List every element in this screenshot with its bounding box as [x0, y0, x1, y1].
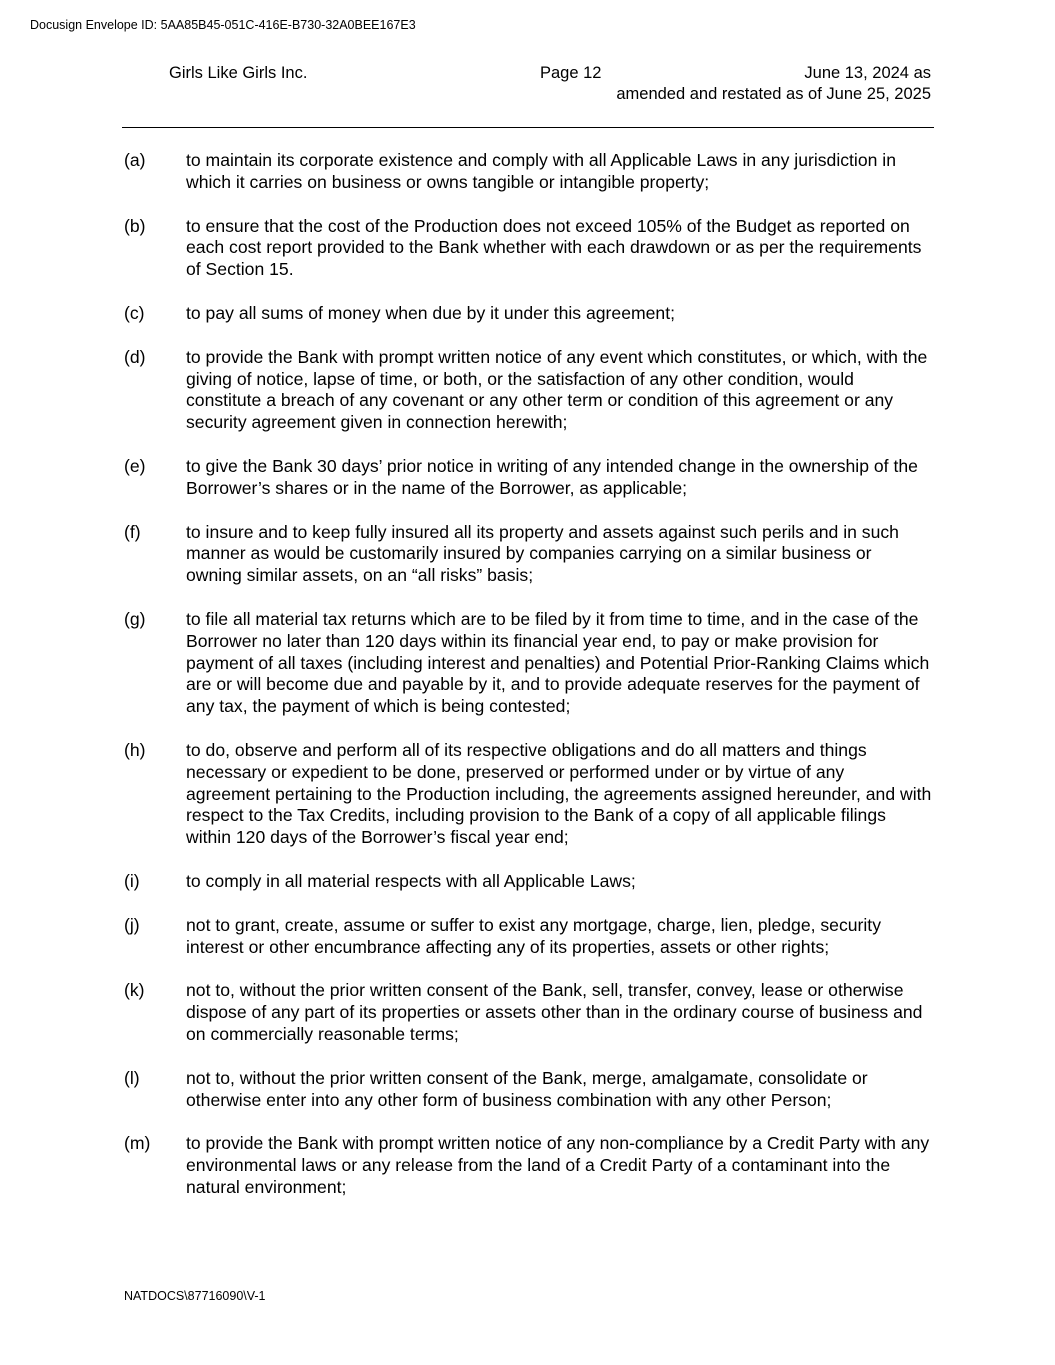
- clause-c: [124, 303, 932, 325]
- clause-m: [124, 1133, 932, 1198]
- header-company: Girls Like Girls Inc.: [169, 64, 308, 82]
- clause-text: to comply in all material respects with all Applicable Laws;: [186, 870, 636, 891]
- clause-label: (c): [124, 302, 145, 323]
- header-date: [616, 63, 931, 105]
- clause-text: to insure and to keep fully insured all its property and assets against such perils and in such manner as would be customarily insured by companies carrying on a similar business or owning similar assets, on an “all risks” basis;: [186, 521, 899, 586]
- header-date-line-1: June 13, 2024 as: [804, 64, 931, 82]
- clause-text: not to, without the prior written consent of the Bank, merge, amalgamate, consolidate or otherwise enter into any other form of business combination with any other Person;: [186, 1067, 868, 1110]
- clause-text: to file all material tax returns which are to be filed by it from time to time, and in the case of the Borrower no later than 120 days within its financial year end, to pay or make provision for payment of all taxes (including interest and penalties) and Potential Prior-Ranking Claims which are or will become due and payable by it, and to provide adequate reserves for the payment of any tax, the payment of which is being contested;: [186, 608, 930, 717]
- clause-label: (m): [124, 1133, 151, 1154]
- clause-label: (b): [124, 215, 146, 236]
- clause-text: to provide the Bank with prompt written notice of any event which constitutes, or which, with the giving of notice, lapse of time, or both, or the satisfaction of any other condition, would constitute a breach of any covenant or any other term or condition of this agreement or any security agreement given in connection herewith;: [186, 346, 928, 433]
- clause-label: (a): [124, 150, 146, 170]
- clause-label: (k): [124, 980, 145, 1001]
- envelope-id: Docusign Envelope ID: 5AA85B45-051C-416E-B730-32A0BEE167E3: [30, 18, 416, 32]
- header-page-number: Page 12: [540, 64, 602, 82]
- clause-a: [124, 150, 932, 194]
- clause-l: [124, 1068, 932, 1112]
- footer-doc-reference: NATDOCS\87716090\V-1: [124, 1289, 266, 1303]
- clause-g: [124, 609, 932, 718]
- clause-label: (h): [124, 739, 146, 760]
- clause-text: to ensure that the cost of the Production does not exceed 105% of the Budget as reported on each cost report provided to the Bank whether with each drawdown or as per the requirements of Section 15.: [186, 215, 922, 280]
- clause-text: to maintain its corporate existence and comply with all Applicable Laws in any jurisdiction in which it carries on business or owns tangible or intangible property;: [186, 150, 896, 192]
- clause-text: not to grant, create, assume or suffer to exist any mortgage, charge, lien, pledge, security interest or other encumbrance affecting any of its properties, assets or other rights;: [186, 914, 881, 957]
- header-divider: [122, 127, 934, 128]
- clause-d: [124, 347, 932, 434]
- clause-label: (l): [124, 1067, 140, 1088]
- clause-label: (i): [124, 870, 140, 891]
- clause-b: [124, 216, 932, 281]
- clause-text: to do, observe and perform all of its respective obligations and do all matters and things necessary or expedient to be done, preserved or performed under or by virtue of any agreement pertaining to the Production including, the agreements assigned hereunder, and with respect to the Tax Credits, including provision to the Bank of a copy of all applicable filings within 120 days of the Borrower’s fiscal year end;: [186, 739, 932, 848]
- clause-text: to provide the Bank with prompt written notice of any non-compliance by a Credit Party with any environmental laws or any release from the land of a Credit Party of a contaminant into the natural environment;: [186, 1133, 930, 1197]
- clause-text: to give the Bank 30 days’ prior notice in writing of any intended change in the ownership of the Borrower’s shares or in the name of the Borrower, as applicable;: [186, 455, 918, 498]
- clause-text: to pay all sums of money when due by it under this agreement;: [186, 302, 675, 323]
- clause-k: [124, 980, 932, 1045]
- covenant-list: [124, 150, 932, 1221]
- header-date-line-2: amended and restated as of June 25, 2025: [616, 85, 931, 103]
- clause-label: (d): [124, 346, 146, 367]
- clause-label: (g): [124, 608, 146, 629]
- clause-h: [124, 740, 932, 849]
- clause-label: (j): [124, 914, 140, 935]
- clause-j: [124, 915, 932, 959]
- clause-label: (f): [124, 521, 141, 542]
- clause-i: [124, 871, 932, 893]
- clause-text: not to, without the prior written consent of the Bank, sell, transfer, convey, lease or otherwise dispose of any part of its properties or assets other than in the ordinary course of business and on commercially reasonable terms;: [186, 980, 923, 1044]
- clause-f: [124, 522, 932, 587]
- clause-e: [124, 456, 932, 500]
- clause-label: (e): [124, 455, 146, 476]
